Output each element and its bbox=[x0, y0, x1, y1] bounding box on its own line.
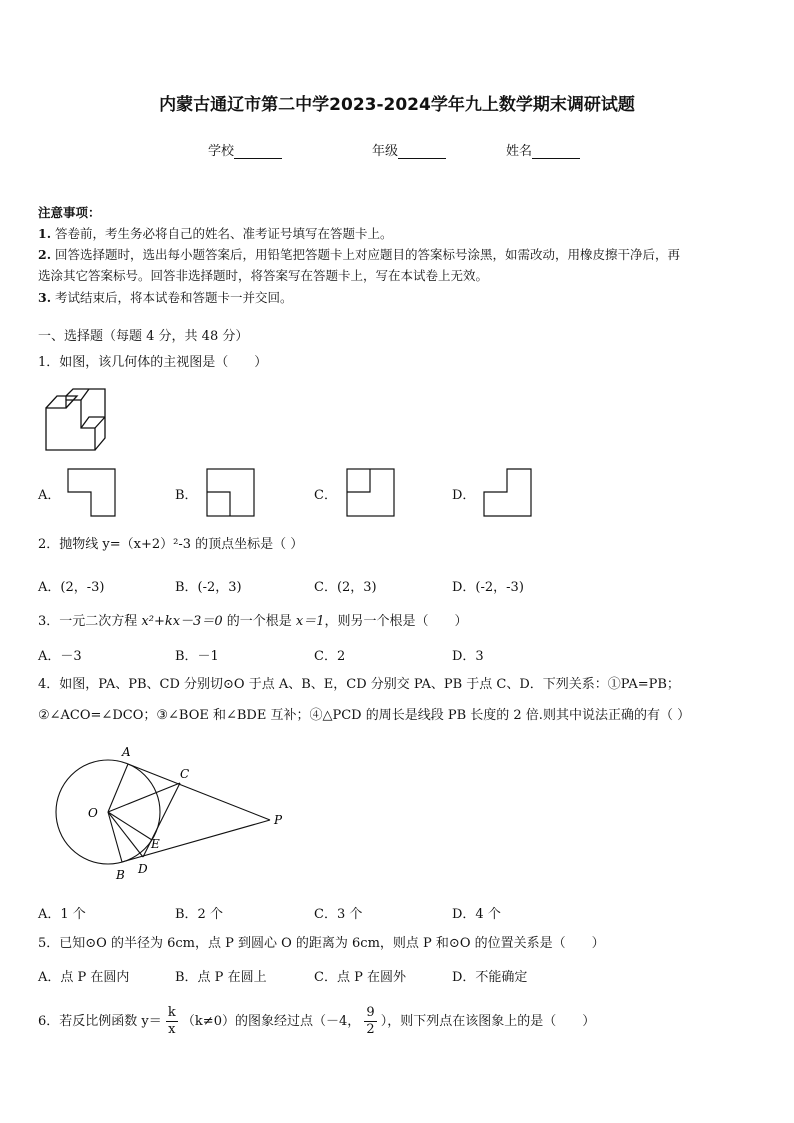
notice-item-1 bbox=[38, 224, 393, 242]
q6-fraction-9-over-2 bbox=[364, 1005, 376, 1038]
name-blank bbox=[532, 144, 580, 159]
q2-option-c: C．(2，3) bbox=[314, 580, 377, 595]
q1-option-b-label: B． bbox=[175, 488, 198, 503]
q2-option-b: B．(-2，3) bbox=[175, 580, 242, 595]
q5-option-c: C．点 P 在圆外 bbox=[314, 970, 406, 985]
q3-equation: x²+kx－3＝0 bbox=[141, 614, 223, 629]
q3-option-d: D．3 bbox=[452, 649, 484, 664]
school-label: 学校 bbox=[208, 144, 235, 159]
q1-option-a-figure bbox=[67, 468, 117, 518]
tangent-cd bbox=[143, 783, 180, 857]
q6-stem-part-c: ），则下列点在该图象上的是（ ） bbox=[380, 1014, 596, 1029]
section-heading: 一、选择题（每题 4 分，共 48 分） bbox=[38, 329, 249, 344]
segment-od bbox=[108, 812, 143, 857]
q2-option-a: A．(2，-3) bbox=[38, 580, 105, 595]
q3-root: x＝1 bbox=[295, 614, 325, 629]
solid-front-face bbox=[46, 400, 95, 450]
label-p: P bbox=[274, 813, 283, 827]
q3-stem-part-a: 3．一元二次方程 bbox=[38, 614, 142, 629]
school-field bbox=[208, 140, 282, 159]
q1-option-a-label: A． bbox=[38, 488, 61, 503]
q4-stem-line-2: ②∠ACO=∠DCO；③∠BOE 和∠BDE 互补；④△PCD 的周长是线段 PB 长度的 2 倍.则其中说法正确的有（ ） bbox=[38, 708, 691, 723]
q5-option-a: A．点 P 在圆内 bbox=[38, 970, 130, 985]
label-a: A bbox=[122, 745, 131, 759]
q6-point-numerator: 9 bbox=[366, 1005, 375, 1020]
q3-option-c: C．2 bbox=[314, 649, 346, 664]
label-b: B bbox=[116, 868, 125, 882]
q6-frac-numerator: k bbox=[167, 1005, 176, 1020]
notice-num-2: 2. bbox=[38, 247, 52, 262]
grade-blank bbox=[398, 144, 446, 159]
tangent-pa bbox=[128, 764, 270, 820]
q4-option-d: D．4 个 bbox=[452, 907, 501, 922]
q5-option-b: B．点 P 在圆上 bbox=[175, 970, 267, 985]
q3-option-a: A．－3 bbox=[38, 649, 82, 664]
q1-stem: 1．如图，该几何体的主视图是（ ） bbox=[38, 355, 268, 370]
q6-stem-part-a: 6．若反比例函数 y＝ bbox=[38, 1014, 162, 1029]
q6-point-denominator: 2 bbox=[366, 1022, 375, 1037]
notice-text-3: 考试结束后，将本试卷和答题卡一并交回。 bbox=[55, 290, 293, 305]
solid-step-top bbox=[46, 396, 66, 408]
q1-option-c-figure bbox=[346, 468, 396, 518]
label-c: C bbox=[180, 767, 190, 781]
notice-num-3: 3. bbox=[38, 290, 52, 305]
q6-fraction-k-over-x bbox=[166, 1005, 178, 1038]
q6-frac-denominator: x bbox=[168, 1022, 176, 1037]
notice-item-2b: 选涂其它答案标号。回答非选择题时，将答案写在答题卡上，写在本试卷上无效。 bbox=[38, 268, 489, 283]
q3-stem bbox=[38, 612, 467, 632]
notice-text-1: 答卷前，考生务必将自己的姓名、准考证号填写在答题卡上。 bbox=[55, 226, 393, 241]
q6-stem-part-b: （k≠0）的图象经过点（－4， bbox=[181, 1014, 361, 1029]
label-o: O bbox=[88, 806, 98, 820]
school-blank bbox=[234, 144, 282, 159]
grade-label: 年级 bbox=[372, 144, 399, 159]
q3-stem-part-c: ，则另一个根是（ ） bbox=[324, 614, 468, 629]
solid-hidden-edges bbox=[81, 389, 105, 428]
label-d: D bbox=[138, 862, 148, 876]
grade-field bbox=[372, 140, 446, 159]
q2-stem: 2．抛物线 y=（x+2）²-3 的顶点坐标是（ ） bbox=[38, 537, 304, 552]
notice-num-1: 1. bbox=[38, 226, 52, 241]
q5-stem: 5．已知⊙O 的半径为 6cm，点 P 到圆心 O 的距离为 6cm，则点 P 和⊙O 的位置关系是（ ） bbox=[38, 936, 605, 951]
q3-option-b: B．－1 bbox=[175, 649, 219, 664]
notice-item-3 bbox=[38, 288, 293, 306]
q4-option-b: B．2 个 bbox=[175, 907, 223, 922]
q3-stem-part-b: 的一个根是 bbox=[222, 614, 296, 629]
q2-option-d: D．(-2，-3) bbox=[452, 580, 524, 595]
q4-option-a: A．1 个 bbox=[38, 907, 86, 922]
q4-option-c: C．3 个 bbox=[314, 907, 363, 922]
q4-stem-line-1: 4．如图，PA、PB、CD 分别切⊙O 于点 A、B、E，CD 分别交 PA、PB 于点 C、D．下列关系：①PA=PB； bbox=[38, 677, 680, 692]
q1-option-d-figure bbox=[483, 468, 533, 518]
name-field bbox=[506, 140, 580, 159]
solid-notch bbox=[66, 396, 77, 408]
q4-circle-figure bbox=[48, 740, 298, 885]
q1-solid-figure bbox=[43, 386, 109, 452]
notice-text-2a: 回答选择题时，选出每小题答案后，用铅笔把答题卡上对应题目的答案标号涂黑，如需改动，用橡皮擦干净后，再 bbox=[55, 247, 681, 262]
label-e: E bbox=[151, 837, 160, 851]
name-label: 姓名 bbox=[506, 144, 533, 159]
notice-item-2 bbox=[38, 245, 680, 263]
q1-option-c-label: C． bbox=[314, 488, 337, 503]
q6-stem bbox=[38, 1002, 595, 1042]
q5-option-d: D．不能确定 bbox=[452, 970, 528, 985]
page-title: 内蒙古通辽市第二中学2023-2024学年九上数学期末调研试题 bbox=[159, 95, 635, 115]
notice-heading: 注意事项： bbox=[38, 205, 101, 220]
solid-outline-back bbox=[66, 389, 105, 450]
q1-option-b-figure bbox=[206, 468, 256, 518]
q1-option-d-label: D． bbox=[452, 488, 476, 503]
